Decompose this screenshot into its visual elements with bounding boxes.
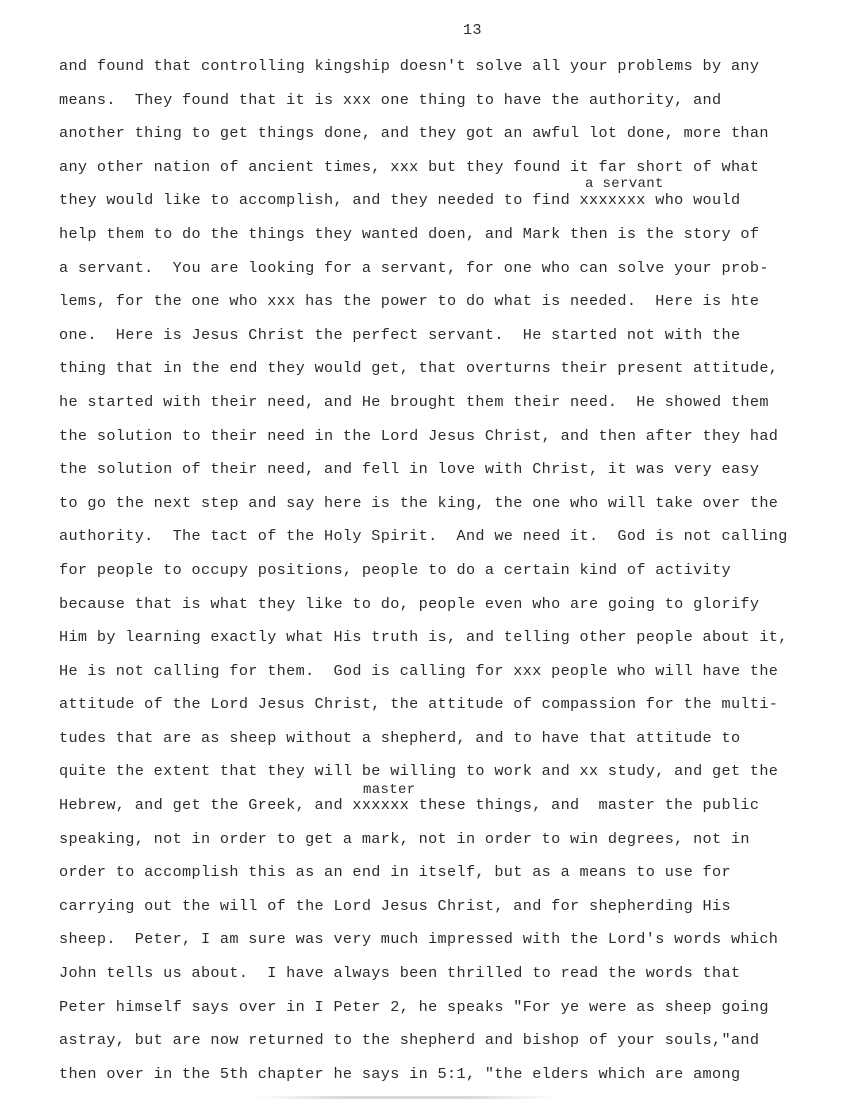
text-line: lems, for the one who xxx has the power to do what is needed. Here is hte xyxy=(59,292,760,311)
text-line: another thing to get things done, and they got an awful lot done, more than xyxy=(59,124,769,143)
text-line: carrying out the will of the Lord Jesus Christ, and for shepherding His xyxy=(59,896,731,915)
scan-smudge xyxy=(255,1096,555,1099)
text-line: he started with their need, and He brought them their need. He showed them xyxy=(59,392,769,411)
text-line: tudes that are as sheep without a shepherd, and to have that attitude to xyxy=(59,728,741,747)
page-number: 13 xyxy=(463,22,483,39)
text-line: Him by learning exactly what His truth is, and telling other people about it, xyxy=(59,628,788,647)
text-line: thing that in the end they would get, that overturns their present attitude, xyxy=(59,359,779,378)
text-line: any other nation of ancient times, xxx but they found it far short of what xyxy=(59,157,760,176)
text-line: attitude of the Lord Jesus Christ, the attitude of compassion for the multi- xyxy=(59,695,779,714)
text-line: the solution to their need in the Lord Jesus Christ, and then after they had xyxy=(59,426,779,445)
text-line: a servant. You are looking for a servant, for one who can solve your prob- xyxy=(59,258,769,277)
text-line: authority. The tact of the Holy Spirit. And we need it. God is not calling xyxy=(59,527,788,546)
text-line: to go the next step and say here is the king, the one who will take over the xyxy=(59,493,779,512)
text-line: because that is what they like to do, people even who are going to glorify xyxy=(59,594,760,613)
text-line: means. They found that it is xxx one thing to have the authority, and xyxy=(59,90,722,109)
text-line: then over in the 5th chapter he says in 5:1, "the elders which are among xyxy=(59,1064,741,1083)
text-line: for people to occupy positions, people to do a certain kind of activity xyxy=(59,560,731,579)
text-line: Peter himself says over in I Peter 2, he speaks "For ye were as sheep going xyxy=(59,997,769,1016)
text-line: the solution of their need, and fell in love with Christ, it was very easy xyxy=(59,460,760,479)
text-line: and found that controlling kingship doesn't solve all your problems by any xyxy=(59,57,760,75)
text-line: John tells us about. I have always been thrilled to read the words that xyxy=(59,964,741,983)
text-line: Hebrew, and get the Greek, and xxxxxx these things, and master the public xyxy=(59,796,760,815)
body-text xyxy=(59,50,849,1091)
text-line: quite the extent that they will be willing to work and xx study, and get the xyxy=(59,762,779,781)
text-line: He is not calling for them. God is calling for xxx people who will have the xyxy=(59,661,779,680)
text-line: help them to do the things they wanted doen, and Mark then is the story of xyxy=(59,224,760,243)
text-line: speaking, not in order to get a mark, not in order to win degrees, not in xyxy=(59,829,750,848)
text-line: order to accomplish this as an end in itself, but as a means to use for xyxy=(59,863,731,882)
text-line: one. Here is Jesus Christ the perfect servant. He started not with the xyxy=(59,325,741,344)
interlinear-correction-master: master xyxy=(363,782,416,798)
text-line: they would like to accomplish, and they needed to find xxxxxxx who would xyxy=(59,191,741,210)
interlinear-correction-a-servant: a servant xyxy=(585,176,664,192)
text-line: astray, but are now returned to the shepherd and bishop of your souls,"and xyxy=(59,1031,760,1050)
text-line: sheep. Peter, I am sure was very much impressed with the Lord's words which xyxy=(59,930,779,949)
